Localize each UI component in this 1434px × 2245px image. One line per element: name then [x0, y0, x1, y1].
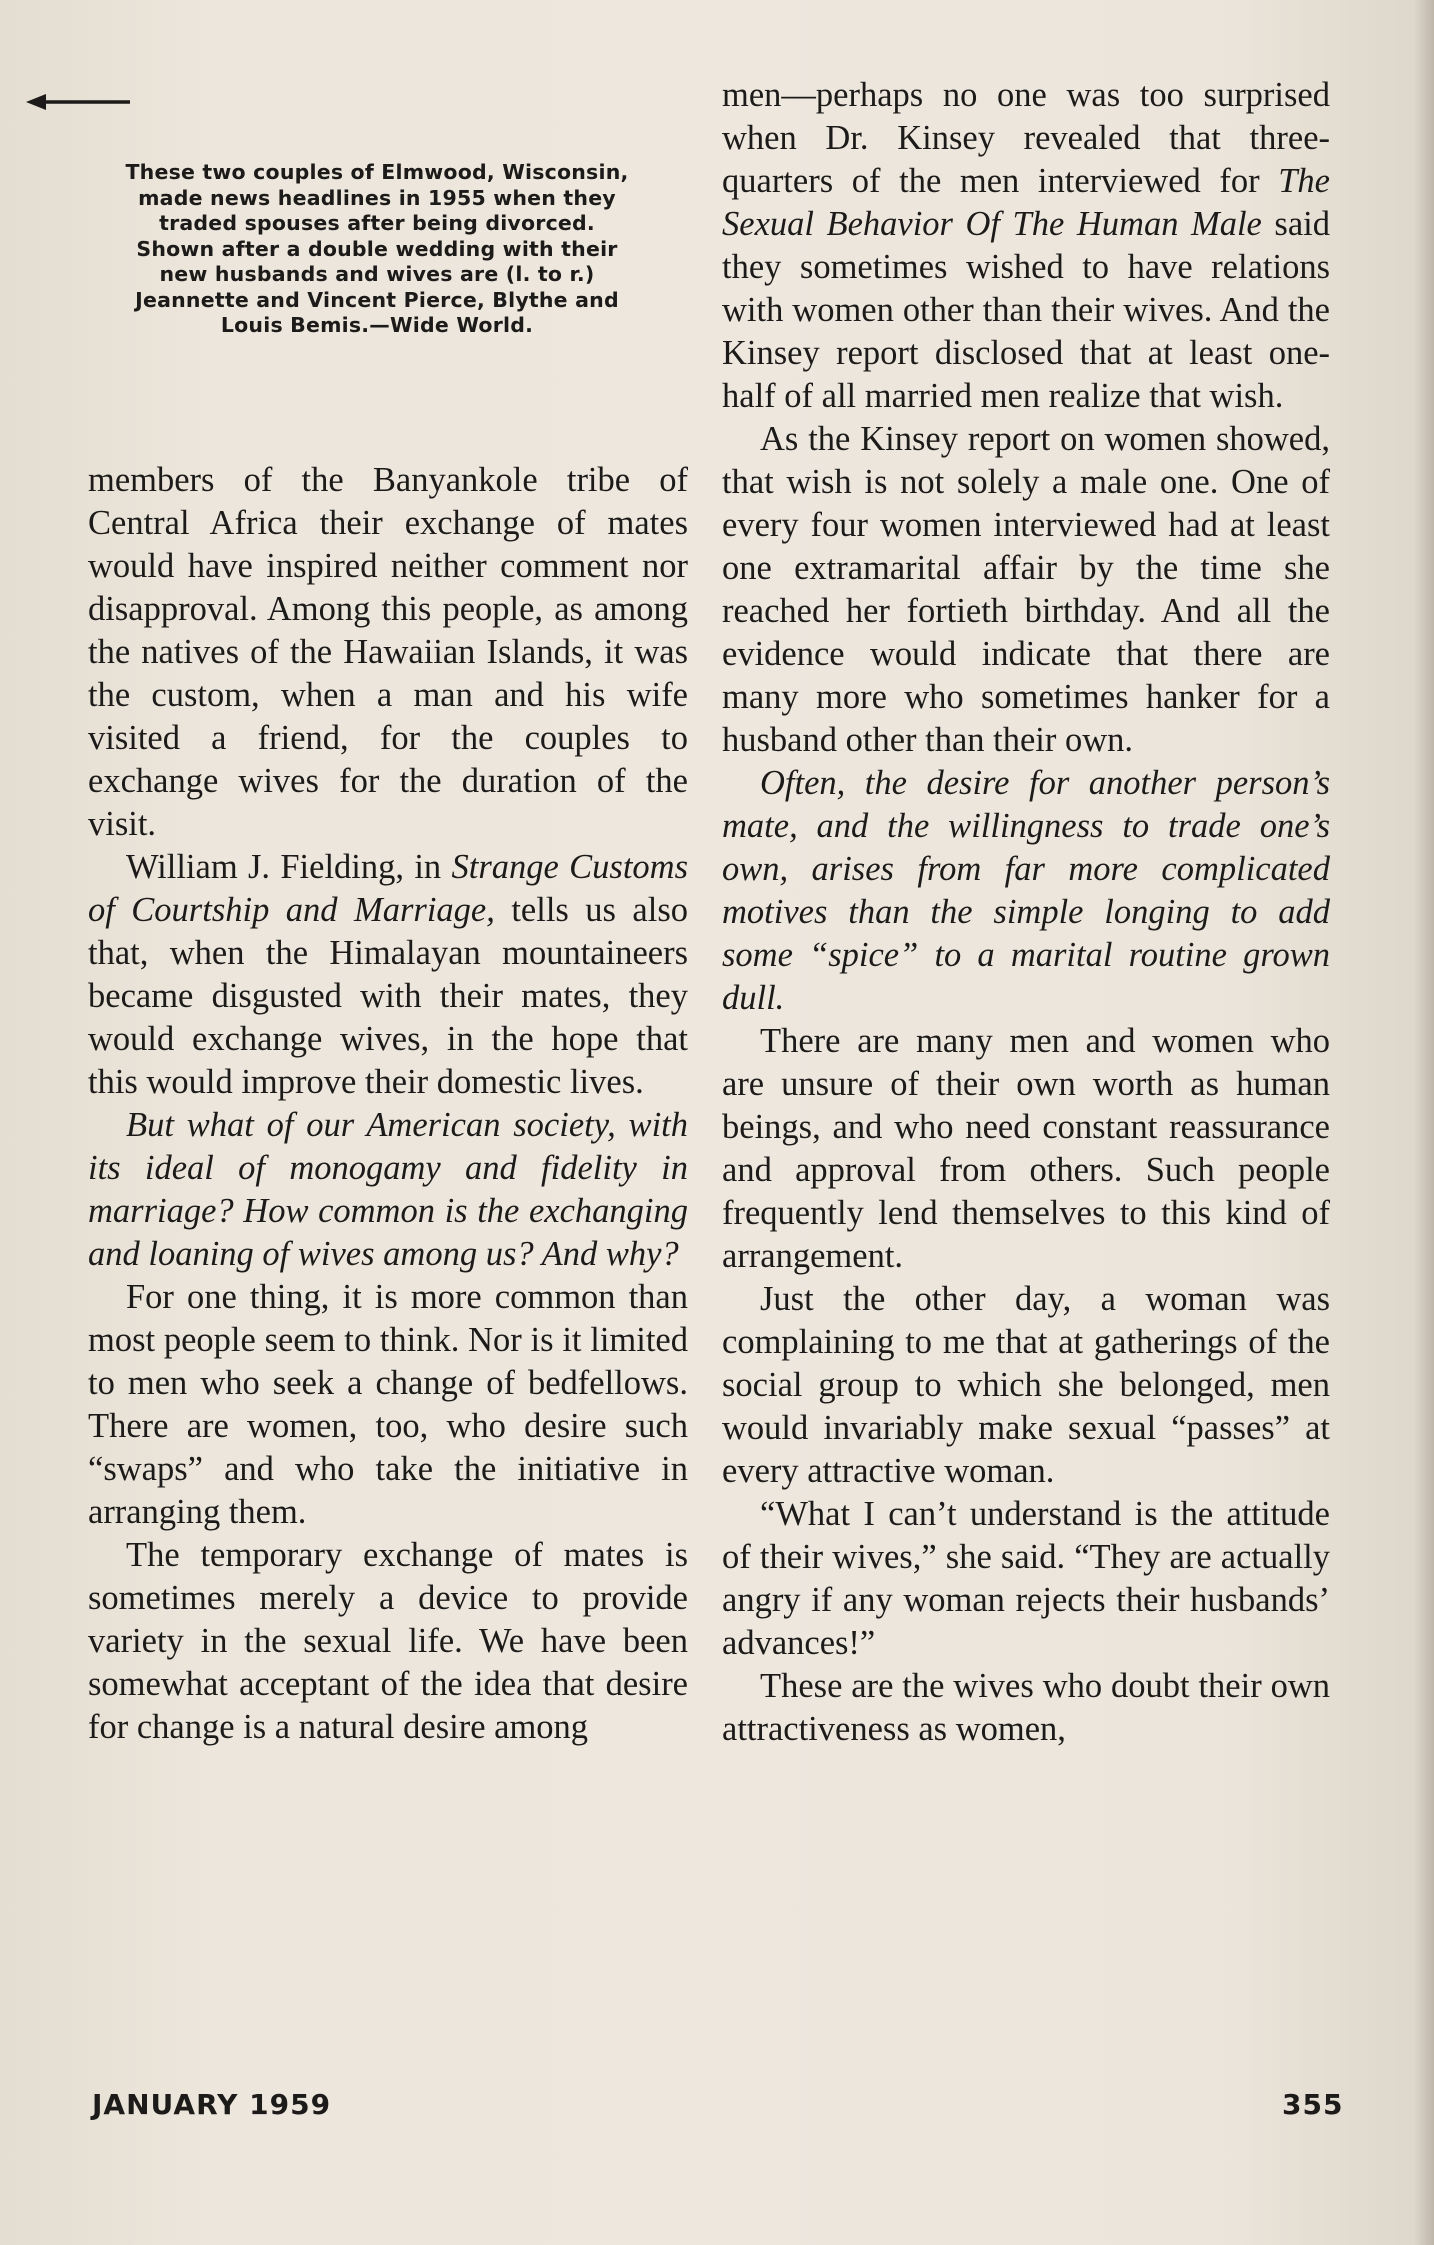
caption-line: Louis Bemis.—Wide World. — [220, 313, 534, 337]
page-edge-shadow — [1414, 0, 1434, 2245]
paragraph-text: William J. Fielding, in — [126, 848, 452, 886]
paragraph: As the Kinsey report on women showed, that wish is not solely a male one. One of every four women interviewed had at least one extramarital affair by the time she reached her fortieth birthday. And all the evidence would indicate that there are many more who sometimes hanker for a husband other than their own. — [722, 420, 1330, 759]
caption-line: These two couples of Elmwood, Wisconsin, — [125, 160, 629, 184]
caption-line: traded spouses after being divorced. — [159, 211, 595, 235]
caption-line: made news headlines in 1955 when they — [138, 185, 616, 210]
caption-line: new husbands and wives are (l. to r.) — [159, 262, 595, 286]
paragraph: For one thing, it is more common than most people seem to think. Nor is it limited to men who seek a change of bedfellows. There are women, too, who desire such “swaps” and who take the initiative in arranging them. — [88, 1278, 688, 1531]
paragraph-text: tells us also that, when the Himalayan mountaineers became disgusted with their mates, they would exchange wives, in the hope that this would improve their domestic lives. — [88, 891, 689, 1101]
page-number: 355 — [1282, 2088, 1344, 2121]
paragraph — [88, 846, 688, 1104]
caption-line: Jeannette and Vincent Pierce, Blythe and — [135, 287, 619, 312]
italic-paragraph: But what of our American society, with its ideal of monogamy and fidelity in marriage? How common is the exchanging and loaning of wives among us? And why? — [88, 1106, 688, 1273]
paragraph: Just the other day, a woman was complaining to me that at gatherings of the social group to which she belonged, men would invariably make sexual “passes” at every attractive woman. — [722, 1280, 1330, 1490]
paragraph: These are the wives who doubt their own attractiveness as women, — [722, 1667, 1330, 1748]
issue-date: JANUARY 1959 — [92, 2088, 332, 2121]
paragraph: “What I can’t understand is the attitude of their wives,” she said. “They are actually angry if any woman rejects their husbands’ advances!” — [722, 1495, 1330, 1662]
paragraph-text: said they sometimes wished to have relations with women other than their wives. And the Kinsey report disclosed that at least one-half of all married men realize that wish. — [722, 205, 1330, 415]
paragraph-text: men—perhaps no one was too surprised when Dr. Kinsey revealed that three-quarters of the men interviewed for — [722, 76, 1330, 200]
italic-paragraph: Often, the desire for another person’s mate, and the willingness to trade one’s own, arises from far more complicated motives than the simple longing to add some “spice” to a marital routine grown dull. — [722, 764, 1330, 1017]
left-arrow-icon — [24, 82, 134, 122]
photo-caption — [78, 160, 676, 339]
book-title: The Sexual Behavior Of The Human Male — [722, 162, 1330, 243]
book-title: Strange Customs of Courtship and Marriage, — [88, 848, 689, 929]
caption-line: Shown after a double wedding with their — [136, 236, 618, 261]
paragraph: members of the Banyankole tribe of Central Africa their exchange of mates would have inspired neither comment nor disapproval. Among this people, as among the natives of the Hawaiian Islands, it was the custom, when a man and his wife visited a friend, for the couples to exchange wives for the duration of the visit. — [88, 461, 688, 843]
right-column — [722, 74, 1330, 1751]
paragraph: The temporary exchange of mates is sometimes merely a device to provide variety in the sexual life. We have been somewhat acceptant of the idea that desire for change is a natural desire among — [88, 1536, 688, 1746]
paragraph: There are many men and women who are unsure of their own worth as human beings, and who need constant reassurance and approval from others. Such people frequently lend themselves to this kind of arrangement. — [722, 1022, 1330, 1275]
left-column — [88, 459, 688, 1749]
paragraph — [722, 74, 1330, 418]
